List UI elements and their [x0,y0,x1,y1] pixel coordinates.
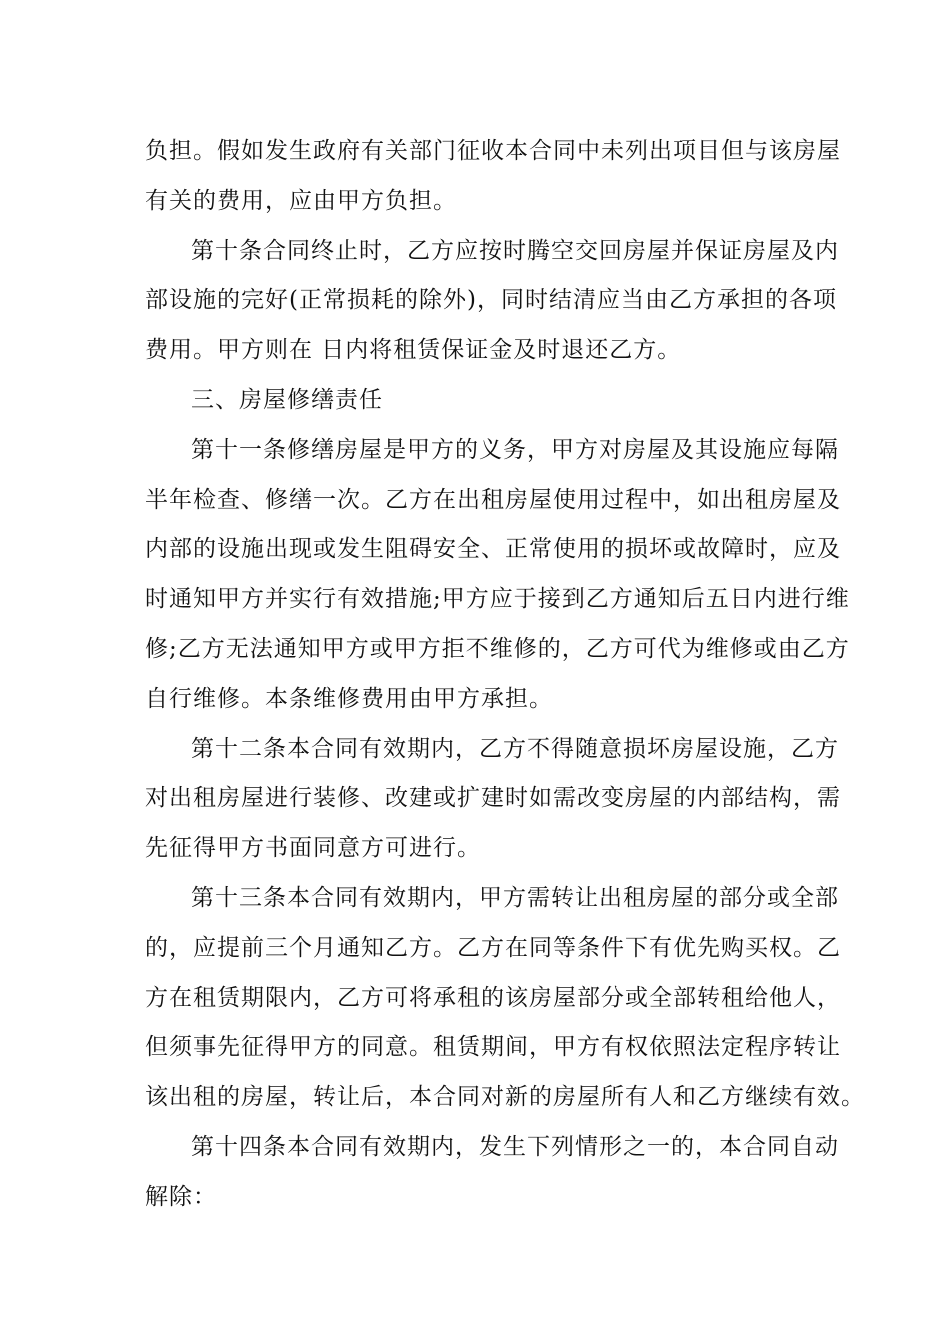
text-line: 修;乙方无法通知甲方或甲方拒不维修的，乙方可代为维修或由乙方 [145,635,850,662]
text-line: 该出租的房屋，转让后，本合同对新的房屋所有人和乙方继续有效。 [145,1084,865,1111]
text-line: 半年检查、修缮一次。乙方在出租房屋使用过程中，如出租房屋及 [145,486,841,513]
text-line: 的，应提前三个月通知乙方。乙方在同等条件下有优先购买权。乙 [145,934,841,961]
text-line: 内部的设施出现或发生阻碍安全、正常使用的损坏或故障时，应及 [145,536,841,563]
section-heading: 三、房屋修缮责任 [191,386,383,413]
article-13-line: 第十三条本合同有效期内，甲方需转让出租房屋的部分或全部 [191,884,839,911]
text-line: 时通知甲方并实行有效措施;甲方应于接到乙方通知后五日内进行维 [145,586,850,613]
text-line: 但须事先征得甲方的同意。租赁期间，甲方有权依照法定程序转让 [145,1034,841,1061]
text-line: 有关的费用，应由甲方负担。 [145,187,457,214]
article-14-line: 第十四条本合同有效期内，发生下列情形之一的，本合同自动 [191,1133,839,1160]
text-line: 负担。假如发生政府有关部门征收本合同中未列出项目但与该房屋 [145,138,841,164]
article-10-line: 第十条合同终止时，乙方应按时腾空交回房屋并保证房屋及内 [191,237,839,264]
text-line: 方在租赁期限内，乙方可将承租的该房屋部分或全部转租给他人， [145,984,841,1011]
text-line: 自行维修。本条维修费用由甲方承担。 [145,685,553,712]
text-line: 解除： [145,1183,217,1210]
text-line: 先征得甲方书面同意方可进行。 [145,835,481,862]
text-line: 费用。甲方则在 日内将租赁保证金及时退还乙方。 [145,337,682,364]
article-11-line: 第十一条修缮房屋是甲方的义务，甲方对房屋及其设施应每隔 [191,436,839,463]
contract-text [145,127,865,1223]
article-12-line: 第十二条本合同有效期内，乙方不得随意损坏房屋设施，乙方 [191,735,839,762]
text-line: 部设施的完好(正常损耗的除外)，同时结清应当由乙方承担的各项 [145,287,837,314]
text-line: 对出租房屋进行装修、改建或扩建时如需改变房屋的内部结构，需 [145,785,841,812]
